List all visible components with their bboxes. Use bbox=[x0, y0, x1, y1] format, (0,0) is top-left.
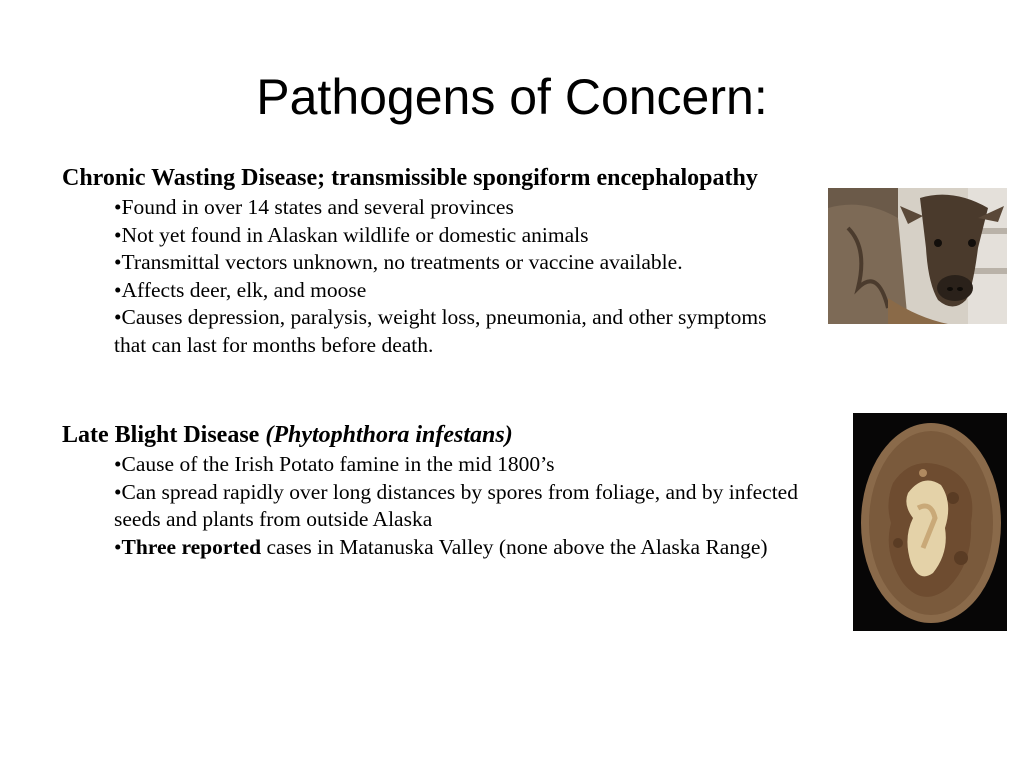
bullet-item: •Causes depression, paralysis, weight loss, pneumonia, and other symptoms that can last for months before death. bbox=[114, 305, 767, 357]
bullet-item: •Cause of the Irish Potato famine in the mid 1800’s bbox=[114, 452, 555, 476]
bullet-item: •Not yet found in Alaskan wildlife or domestic animals bbox=[114, 222, 589, 247]
bullet-rest-text: cases in Matanuska Valley (none above the Alaska Range) bbox=[261, 534, 768, 559]
section-heading bbox=[62, 420, 802, 451]
bullet-prefix: • bbox=[114, 534, 122, 559]
diseased-potato-photo bbox=[853, 413, 1007, 631]
section-late-blight-disease bbox=[62, 420, 802, 561]
bullet-item: •Affects deer, elk, and moose bbox=[114, 277, 367, 302]
bullet-item: •Can spread rapidly over long distances by spores from foliage, and by infected seeds and plants from outside Alaska bbox=[114, 479, 798, 531]
bullet-list bbox=[62, 194, 802, 359]
section-chronic-wasting-disease bbox=[62, 163, 802, 359]
slide-title: Pathogens of Concern: bbox=[256, 69, 768, 125]
elk-photo bbox=[828, 188, 1007, 324]
section-heading: Chronic Wasting Disease; transmissible spongiform encephalopathy bbox=[62, 165, 758, 191]
heading-scientific-name: (Phytophthora infestans) bbox=[265, 422, 513, 448]
bullet-bold-text: Three reported bbox=[121, 534, 262, 559]
bullet-item bbox=[114, 534, 802, 562]
heading-main: Late Blight Disease bbox=[62, 422, 260, 448]
bullet-item: •Transmittal vectors unknown, no treatments or vaccine available. bbox=[114, 250, 683, 274]
bullet-list bbox=[62, 451, 802, 561]
bullet-item: •Found in over 14 states and several provinces bbox=[114, 195, 514, 219]
